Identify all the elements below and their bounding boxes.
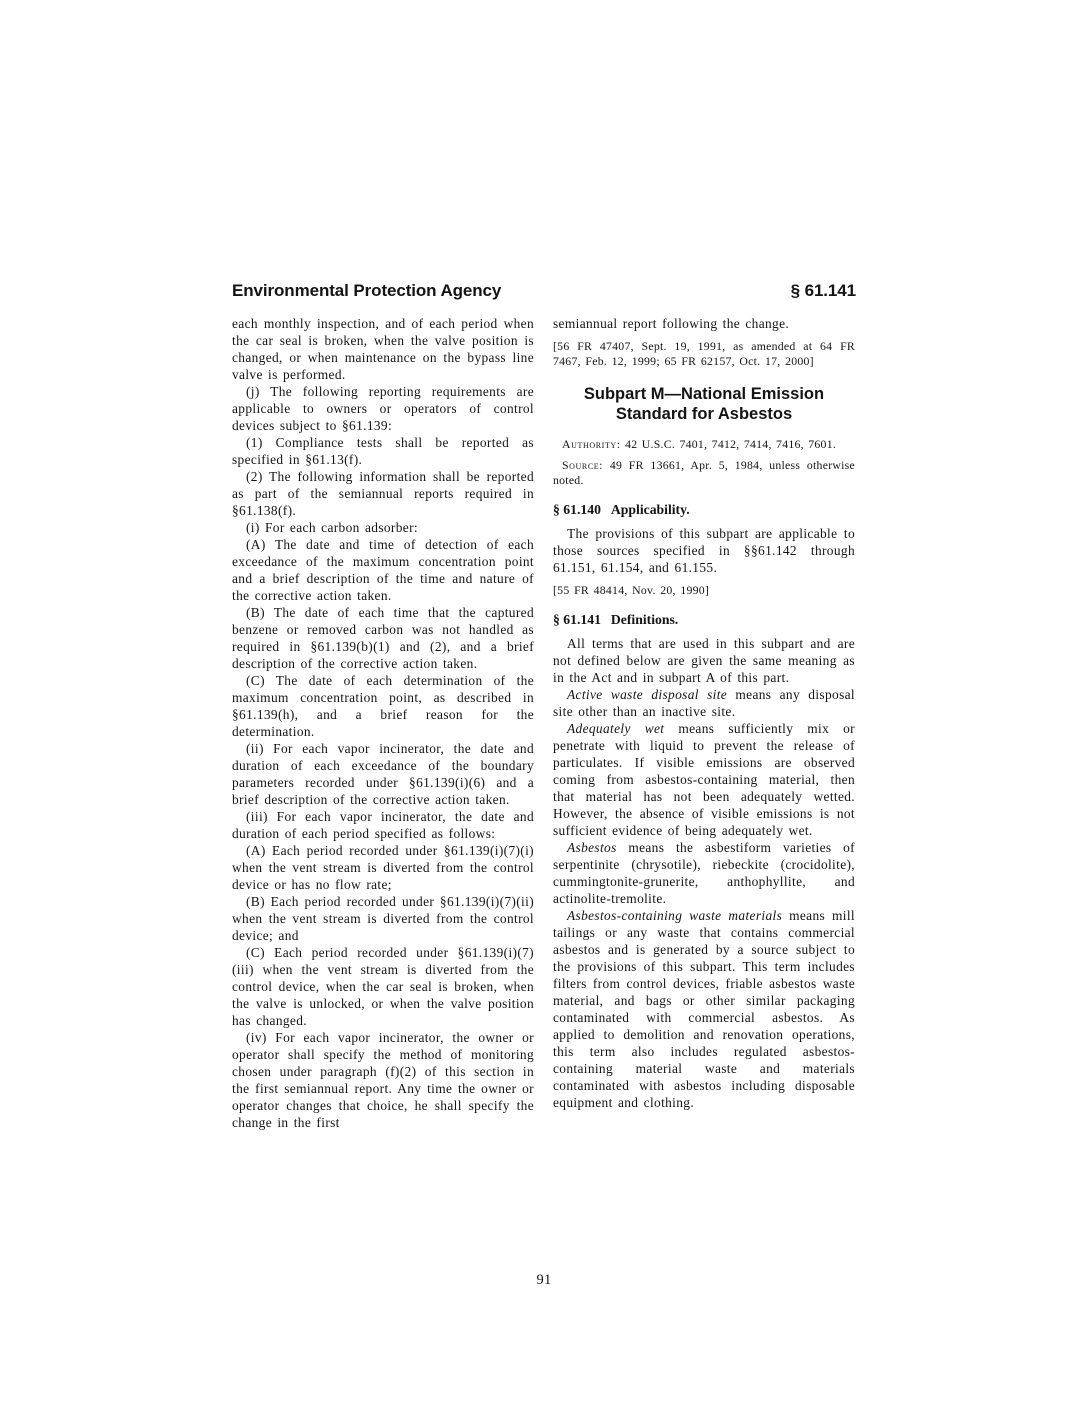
paragraph: (iv) For each vapor incinerator, the owner or operator shall specify the method of monitoring chosen under paragraph (f)(2) of this section in the first semiannual report. Any time the owner or operator changes that choice, he shall specify the change in the first [232, 1030, 534, 1130]
running-head-agency: Environmental Protection Agency [232, 281, 502, 300]
paragraph: (i) For each carbon adsorber: [246, 520, 418, 535]
defined-term: Asbestos [567, 839, 617, 855]
note-paragraph: Source: 49 FR 13661, Apr. 5, 1984, unless otherwise noted. [553, 458, 855, 488]
section-title: Definitions. [610, 611, 679, 627]
paragraph: (C) The date of each determination of the maximum concentration point, as described in §61.139(h), and a brief reason for the determination. [232, 673, 534, 739]
section-heading [553, 611, 855, 628]
note-paragraph: Authority: 42 U.S.C. 7401, 7412, 7414, 7416, 7601. [562, 436, 837, 451]
defined-term: Asbestos-containing waste materials [567, 907, 783, 923]
definition-paragraph: Asbestos-containing waste materials means mill tailings or any waste that contains commercial asbestos and is generated by a source subject to the provisions of this subpart. This term includes filters from control devices, friable asbestos waste material, and bags or other similar packaging contaminated with commercial asbestos. As applied to demolition and renovation operations, this term also includes regulated asbestos-containing material waste and materials contaminated with asbestos including disposable equipment and clothing. [553, 907, 855, 1110]
paragraph: (B) Each period recorded under §61.139(i)(7)(ii) when the vent stream is diverted from the control device; and [232, 894, 534, 943]
paragraph: each monthly inspection, and of each period when the car seal is broken, when the valve position is changed, or when maintenance on the bypass line valve is performed. [232, 316, 534, 382]
section-title: Applicability. [610, 501, 690, 517]
section-number: § 61.141 [553, 611, 601, 627]
definition-paragraph: Active waste disposal site means any disposal site other than an inactive site. [553, 686, 855, 719]
section-heading [553, 501, 855, 518]
federal-register-citation: [55 FR 48414, Nov. 20, 1990] [553, 582, 710, 597]
paragraph: (A) The date and time of detection of each exceedance of the maximum concentration point and a brief description of the time and nature of the corrective action taken. [232, 537, 534, 603]
paragraph: semiannual report following the change. [553, 316, 790, 331]
right-column [553, 315, 855, 1131]
paragraph: (2) The following information shall be reported as part of the semiannual reports required in §61.138(f). [232, 469, 534, 518]
paragraph: (1) Compliance tests shall be reported as specified in §61.13(f). [232, 435, 534, 467]
subpart-heading: Subpart M—National Emission Standard for Asbestos [583, 384, 825, 423]
running-header [232, 281, 856, 301]
paragraph: The provisions of this subpart are applicable to those sources specified in §§61.142 through 61.151, 61.154, and 61.155. [553, 525, 855, 575]
paragraph: (A) Each period recorded under §61.139(i)(7)(i) when the vent stream is diverted from the control device or has no flow rate; [232, 843, 534, 892]
paragraph: (ii) For each vapor incinerator, the date and duration of each exceedance of the boundary parameters recorded under §61.139(i)(6) and a brief description of the corrective action taken. [232, 741, 534, 807]
defined-term: Active waste disposal site [567, 686, 728, 702]
paragraph: (j) The following reporting requirements are applicable to owners or operators of control devices subject to §61.139: [232, 384, 534, 433]
federal-register-citation: [56 FR 47407, Sept. 19, 1991, as amended at 64 FR 7467, Feb. 12, 1999; 65 FR 62157, Oct. 17, 2000] [553, 339, 855, 368]
page-content [232, 281, 856, 1131]
defined-term: Adequately wet [567, 720, 665, 736]
paragraph: (B) The date of each time that the captured benzene or removed carbon was not handled as required in §61.139(b)(1) and (2), and a brief description of the corrective action taken. [232, 605, 534, 671]
section-number: § 61.140 [553, 501, 601, 517]
definition-paragraph: Asbestos means the asbestiform varieties of serpentinite (chrysotile), riebeckite (crocidolite), cummingtonite-grunerite, anthophyllite, and actinolite-tremolite. [553, 839, 855, 906]
left-column [232, 315, 534, 1131]
page-number: 91 [536, 1272, 552, 1288]
note-label: Authority: [562, 436, 621, 451]
paragraph: (C) Each period recorded under §61.139(i)(7)(iii) when the vent stream is diverted from the control device, when the car seal is broken, when the valve is unlocked, or when the valve position has changed. [232, 945, 534, 1028]
two-column-layout [232, 315, 856, 1131]
definition-paragraph: Adequately wet means sufficiently mix or penetrate with liquid to prevent the release of particulates. If visible emissions are observed coming from asbestos-containing material, then that material has not been adequately wetted. However, the absence of visible emissions is not sufficient evidence of being adequately wet. [553, 720, 855, 838]
paragraph: (iii) For each vapor incinerator, the date and duration of each period specified as follows: [232, 809, 534, 841]
running-head-section: § 61.141 [790, 281, 856, 300]
paragraph: All terms that are used in this subpart and are not defined below are given the same meaning as in the Act and in subpart A of this part. [553, 635, 855, 685]
note-label: Source: [562, 458, 604, 473]
